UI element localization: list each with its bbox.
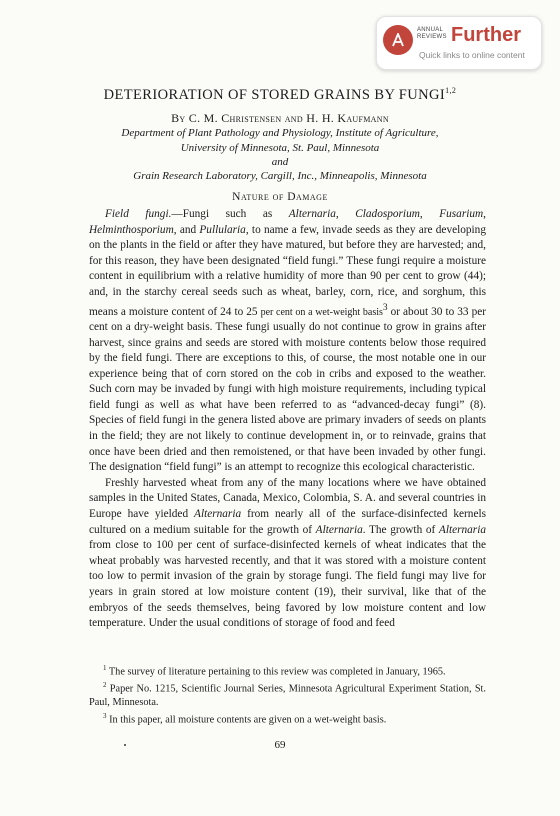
genus-name: Pullularia bbox=[199, 223, 246, 236]
text-run: , bbox=[419, 208, 440, 220]
genus-name: Fusarium bbox=[439, 208, 484, 220]
footnote-number: 1 bbox=[103, 664, 107, 672]
text-run: . The growth of bbox=[362, 523, 439, 536]
banner-subtitle: Quick links to online content bbox=[419, 50, 525, 60]
genus-name: Cladosporium bbox=[355, 208, 420, 220]
genus-name: Alternaria bbox=[288, 208, 336, 220]
text-run: , and bbox=[173, 223, 200, 236]
article-body bbox=[89, 207, 486, 632]
banner-further-text: Further bbox=[451, 24, 521, 46]
title-text: DETERIORATION OF STORED GRAINS BY FUNGI bbox=[103, 86, 446, 103]
text-run: per cent on a wet-weight basis bbox=[260, 306, 383, 318]
logo-icon bbox=[392, 33, 404, 47]
text-run: from nearly all of the surface-disinfected kernels cultured on a medium suitable for the growth of bbox=[89, 508, 487, 536]
text-run: from close to 100 per cent of surface-disinfected kernels of wheat indicates that the wheat probably was harvested recently, and that it was stored with a moisture content too low to permit invasion of the grain by storage fungi. The field fungi may live for years in grain stored at low moisture content (19), their survival, like that of the embryos of the seeds themselves, being favored by low moisture content and low temperature. Under the usual conditions of storage of food and feed bbox=[89, 539, 486, 630]
footnote-number: 3 bbox=[103, 711, 107, 720]
section-heading: Nature of Damage bbox=[232, 191, 328, 203]
author-line: By C. M. Christensen and H. H. Kaufmann bbox=[171, 111, 389, 125]
footnote-number: 2 bbox=[103, 681, 107, 690]
text-run: or about 30 to 33 per cent on a dry-weight basis. These fungi usually do not continue to grow in grains after harvest, since grains and seeds are stored with moisture contents below those required by the field fungi. There are exceptions to this, of course, the most notable one in our experience being that of corn stored on the cob in cribs and exposed to the weather. Such corn may be invaded by fungi with high moisture requirements, including typical field fungi as well as what have been referred to as “advanced-decay fungi” (8). Species of field fungi in the genera listed above are primary invaders of seeds on plants in the field; they are not likely to continue development in, or to reinvade, grains that once have been dried and then remoistened, or that have been invaded by other fungi. The designation “field fungi” is an attempt to recognize this ecological characteristic. bbox=[89, 305, 486, 474]
footnote-text: Paper No. 1215, Scientific Journal Series, Minnesota Agricultural Experiment Station, St. Paul, Minnesota. bbox=[89, 683, 486, 709]
title-footnote-refs: 1,2 bbox=[445, 86, 457, 95]
footnote-ref: 3 bbox=[382, 302, 388, 313]
text-run: , to name a few, invade seeds as they are developing on the plants in the field or after they have matured, but before they are harvested; and, for this reason, they have been designated “field fungi.” These fungi require a moisture content in equilibrium with a relative humidity of more than 90 per cent to grow (44); and, in the starchy cereal seeds such as wheat, barley, corn, rice, and sorghum, this means a moisture content of 24 to 25 bbox=[89, 223, 486, 318]
paragraph-1 bbox=[89, 207, 486, 476]
affiliation-line-2: University of Minnesota, St. Paul, Minnesota bbox=[180, 142, 380, 154]
annual-reviews-logo bbox=[383, 25, 413, 55]
affiliation-line-1: Department of Plant Pathology and Physiology, Institute of Agriculture, bbox=[121, 127, 439, 139]
text-run: , bbox=[335, 208, 356, 220]
footnote bbox=[89, 679, 486, 710]
banner-annual-text: ANNUAL bbox=[417, 27, 444, 33]
text-run: Freshly harvested wheat from any of the many locations where we have obtained samples in the United States, Canada, Mexico, Colombia, S. A. and several countries in Europe have yielded bbox=[89, 476, 486, 521]
footnotes bbox=[89, 662, 486, 727]
genus-name: Alternaria bbox=[194, 508, 242, 521]
footnote bbox=[89, 662, 486, 679]
further-banner[interactable] bbox=[376, 16, 542, 70]
text-run: , bbox=[483, 208, 486, 220]
text-run: —Fungi such as bbox=[171, 208, 289, 220]
footnote bbox=[89, 710, 486, 727]
footnote-text: The survey of literature pertaining to this review was completed in January, 1965. bbox=[108, 666, 446, 678]
paragraph-lead: Field fungi. bbox=[105, 208, 172, 220]
genus-name: Helminthosporium bbox=[89, 223, 174, 236]
footnote-text: In this paper, all moisture contents are given on a wet-weight basis. bbox=[109, 714, 387, 726]
affiliation-line-3: and bbox=[271, 156, 289, 168]
page-number: 69 bbox=[274, 739, 286, 751]
article-title bbox=[40, 86, 520, 104]
affiliation-line-4: Grain Research Laboratory, Cargill, Inc., Minneapolis, Minnesota bbox=[133, 170, 427, 182]
banner-reviews-text: REVIEWS bbox=[417, 34, 447, 40]
genus-name: Alternaria bbox=[315, 523, 363, 536]
genus-name: Alternaria bbox=[438, 523, 486, 536]
paragraph-2 bbox=[89, 476, 486, 632]
